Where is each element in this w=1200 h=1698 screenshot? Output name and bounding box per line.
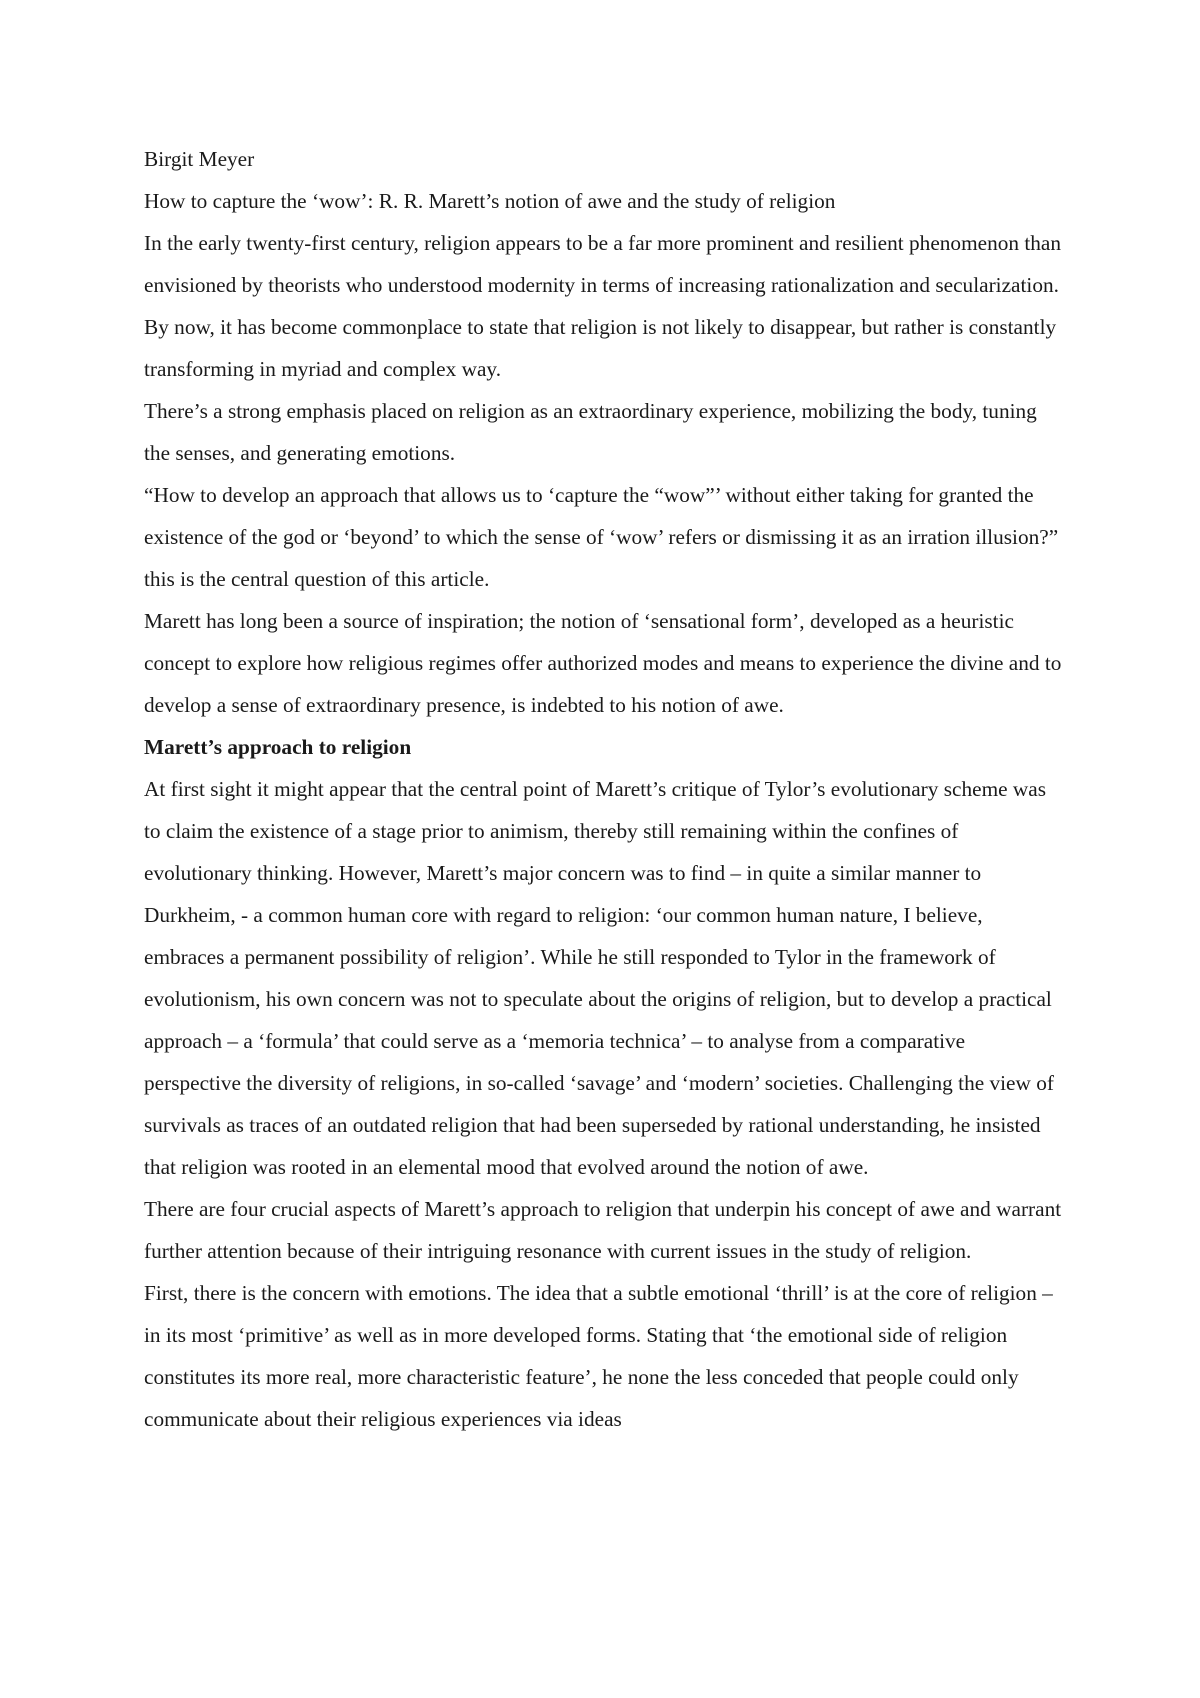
intro-paragraph-1: In the early twenty-first century, religion appears to be a far more prominent and resilient phenomenon than envisioned by theorists who understood modernity in terms of increasing rationalization and secularization. By now, it has become commonplace to state that religion is not likely to disappear, but rather is constantly transforming in myriad and complex way. <box>144 231 1062 381</box>
intro-paragraph-2: There’s a strong emphasis placed on religion as an extraordinary experience, mobilizing the body, tuning the senses, and generating emotions. <box>144 399 1037 465</box>
document-body <box>144 138 1064 1440</box>
section-heading: Marett’s approach to religion <box>144 735 412 759</box>
intro-paragraph-3: “How to develop an approach that allows us to ‘capture the “wow”’ without either taking for granted the existence of the god or ‘beyond’ to which the sense of ‘wow’ refers or dismissing it as an irration illusion?” this is the central question of this article. <box>144 483 1059 591</box>
document-title: How to capture the ‘wow’: R. R. Marett’s notion of awe and the study of religion <box>144 189 836 213</box>
section-paragraph-1: At first sight it might appear that the central point of Marett’s critique of Tylor’s evolutionary scheme was to claim the existence of a stage prior to animism, thereby still remaining within the confines of evolutionary thinking. However, Marett’s major concern was to find – in quite a similar manner to Durkheim, - a common human core with regard to religion: ‘our common human nature, I believe, embraces a permanent possibility of religion’. While he still responded to Tylor in the framework of evolutionism, his own concern was not to speculate about the origins of religion, but to develop a practical approach – a ‘formula’ that could serve as a ‘memoria technica’ – to analyse from a comparative perspective the diversity of religions, in so-called ‘savage’ and ‘modern’ societies. Challenging the view of survivals as traces of an outdated religion that had been superseded by rational understanding, he insisted that religion was rooted in an elemental mood that evolved around the notion of awe. <box>144 777 1054 1179</box>
intro-paragraph-4: Marett has long been a source of inspiration; the notion of ‘sensational form’, developed as a heuristic concept to explore how religious regimes offer authorized modes and means to experience the divine and to develop a sense of extraordinary presence, is indebted to his notion of awe. <box>144 609 1062 717</box>
section-paragraph-2: There are four crucial aspects of Marett’s approach to religion that underpin his concept of awe and warrant further attention because of their intriguing resonance with current issues in the study of religion. <box>144 1197 1062 1263</box>
author-name: Birgit Meyer <box>144 147 255 171</box>
section-paragraph-3: First, there is the concern with emotions. The idea that a subtle emotional ‘thrill’ is at the core of religion – in its most ‘primitive’ as well as in more developed forms. Stating that ‘the emotional side of religion constitutes its more real, more characteristic feature’, he none the less conceded that people could only communicate about their religious experiences via ideas <box>144 1281 1053 1431</box>
